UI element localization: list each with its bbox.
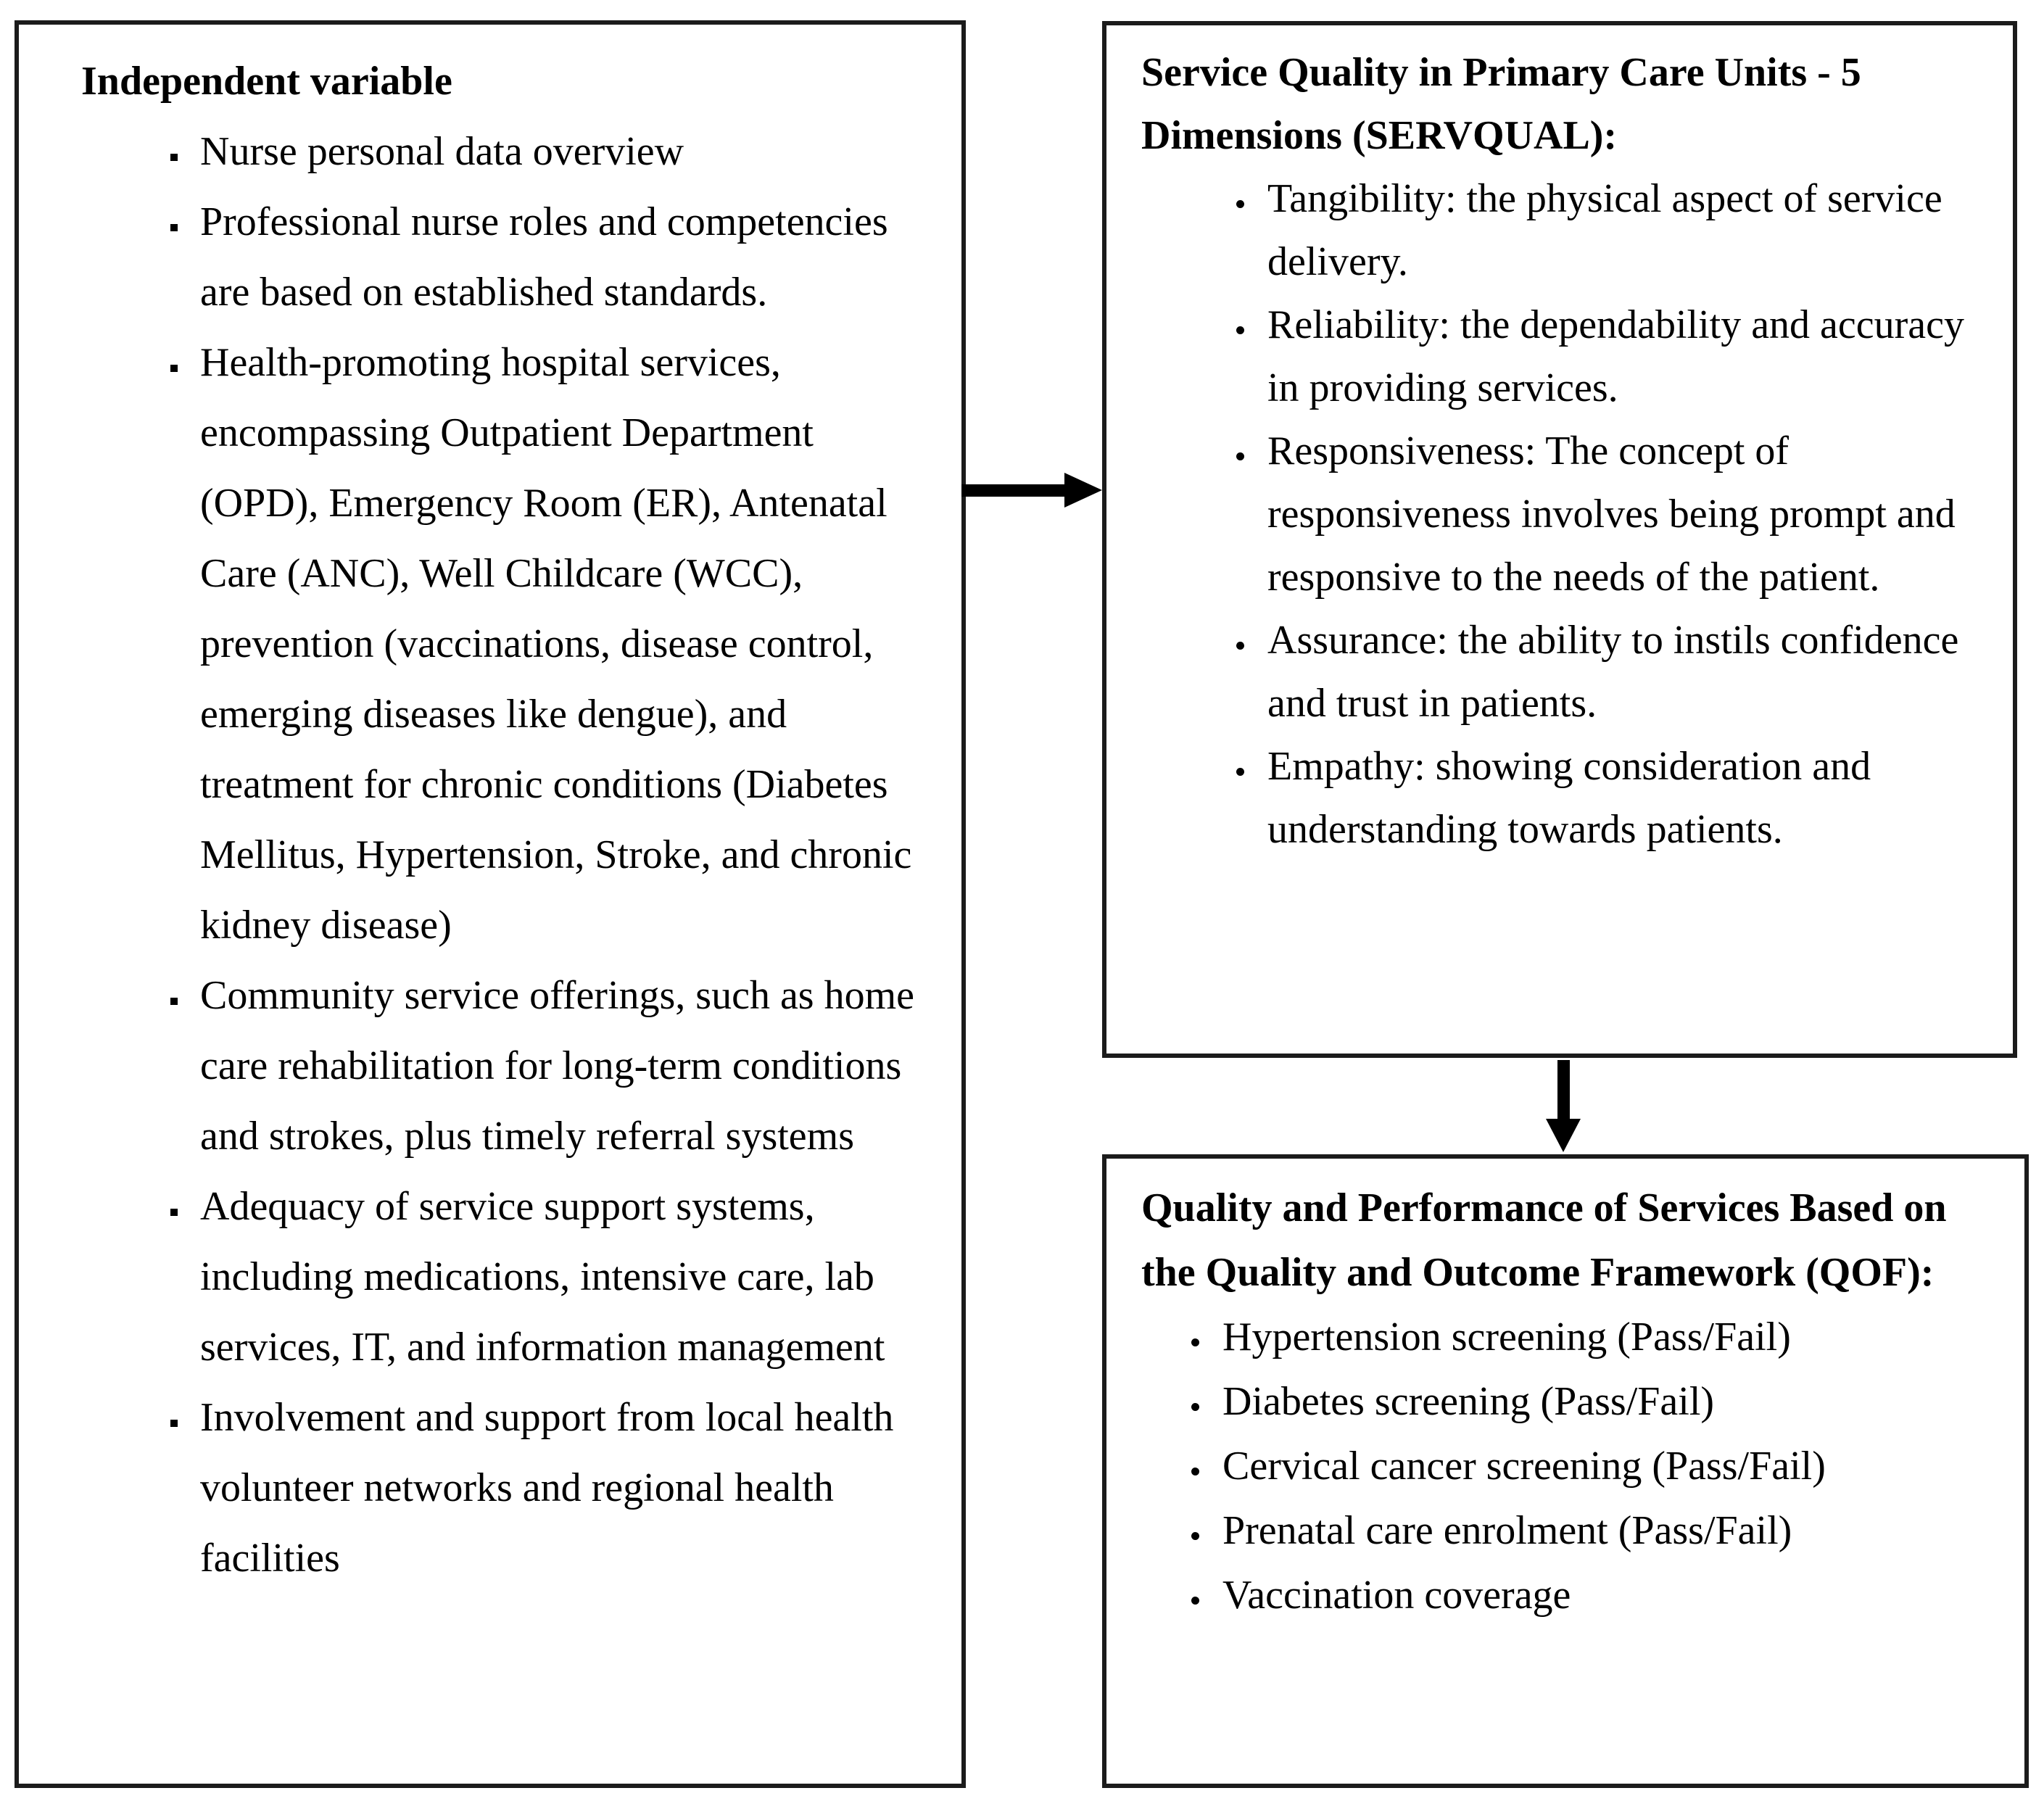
bullet-item: • Empathy: showing consideration and understanding towards patients. <box>1257 735 1994 861</box>
bullet-item: • Diabetes screening (Pass/Fail) <box>1212 1370 2006 1434</box>
bullet-item: ▪ Adequacy of service support systems, including medications, intensive care, lab services, IT, and information management <box>190 1172 940 1383</box>
independent-variable-list <box>81 117 940 1594</box>
bullet-item: • Reliability: the dependability and accuracy in providing services. <box>1257 294 1994 420</box>
arrow-shaft <box>1557 1060 1570 1119</box>
arrow-servqual-to-qof <box>1546 1060 1581 1152</box>
bullet-item: • Assurance: the ability to instils confidence and trust in patients. <box>1257 609 1994 735</box>
arrow-right-head-icon <box>1064 473 1102 508</box>
bullet-item: ▪ Community service offerings, such as home care rehabilitation for long-term conditions and strokes, plus timely referral systems <box>190 961 940 1172</box>
arrow-left-to-servqual <box>961 473 1102 508</box>
qof-title: Quality and Performance of Services Based on the Quality and Outcome Framework (QOF): <box>1141 1185 1947 1295</box>
qof-list <box>1141 1305 2006 1628</box>
bullet-item: ▪ Professional nurse roles and competencies are based on established standards. <box>190 187 940 328</box>
bullet-item: • Tangibility: the physical aspect of service delivery. <box>1257 167 1994 294</box>
bullet-item: ▪ Nurse personal data overview <box>190 117 940 187</box>
bullet-item: • Responsiveness: The concept of responsiveness involves being prompt and responsive to the needs of the patient. <box>1257 420 1994 609</box>
servqual-title: Service Quality in Primary Care Units - 5 Dimensions (SERVQUAL): <box>1141 50 1861 158</box>
servqual-list <box>1141 167 1994 861</box>
bullet-item: • Cervical cancer screening (Pass/Fail) <box>1212 1434 2006 1499</box>
independent-variable-box <box>15 20 966 1788</box>
arrow-down-head-icon <box>1546 1119 1581 1152</box>
servqual-box <box>1102 21 2017 1058</box>
bullet-item: • Hypertension screening (Pass/Fail) <box>1212 1305 2006 1370</box>
bullet-item: ▪ Involvement and support from local health volunteer networks and regional health facilities <box>190 1383 940 1594</box>
independent-variable-title: Independent variable <box>81 59 452 104</box>
bullet-item: ▪ Health-promoting hospital services, encompassing Outpatient Department (OPD), Emergency Room (ER), Antenatal Care (ANC), Well Childcare (WCC), prevention (vaccinations, disease control, emerging diseases like dengue), and treatment for chronic conditions (Diabetes Mellitus, Hypertension, Stroke, and chronic kidney disease) <box>190 328 940 961</box>
bullet-item: • Vaccination coverage <box>1212 1563 2006 1628</box>
qof-box <box>1102 1154 2029 1788</box>
arrow-shaft <box>961 484 1067 497</box>
bullet-item: • Prenatal care enrolment (Pass/Fail) <box>1212 1499 2006 1563</box>
